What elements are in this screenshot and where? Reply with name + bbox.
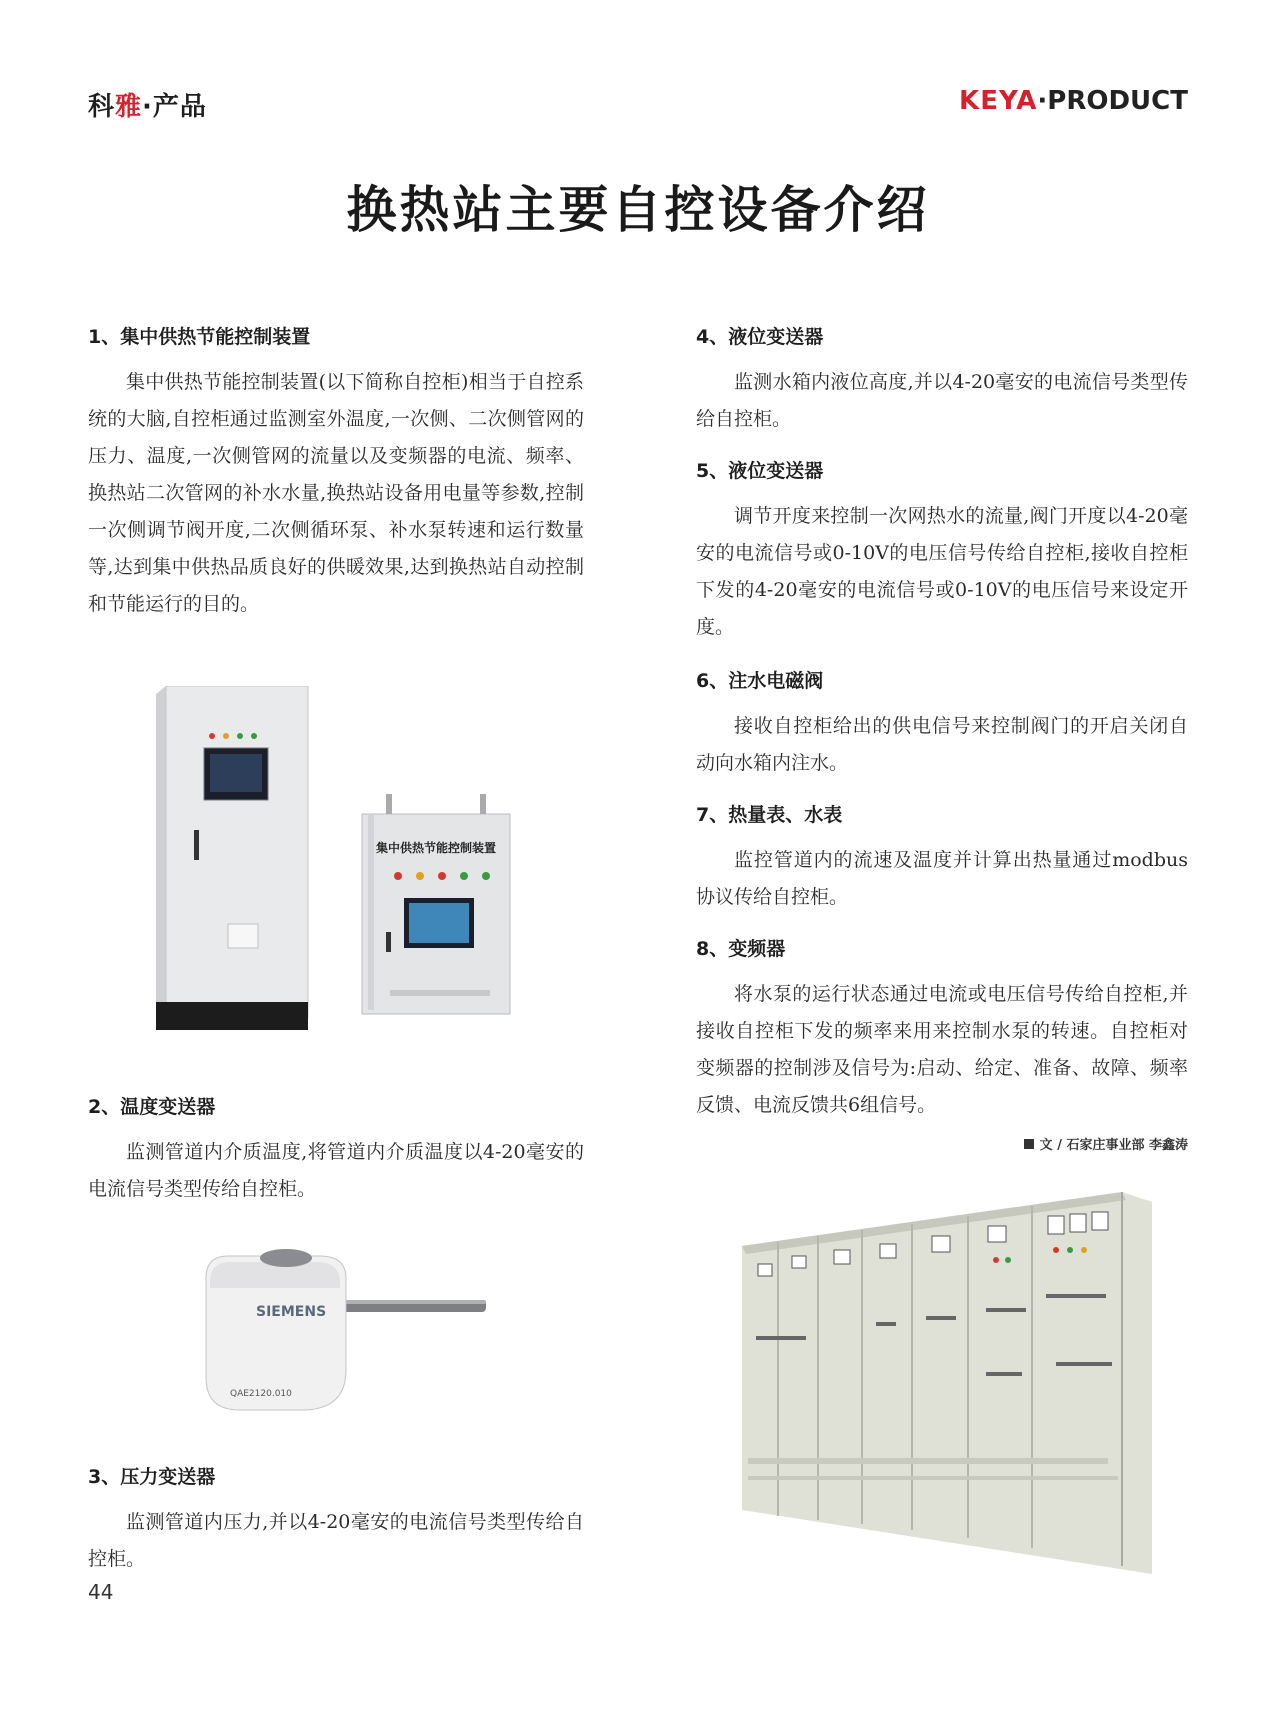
header-section-en: ·PRODUCT bbox=[1037, 86, 1188, 116]
section-5-heading: 5、液位变送器 bbox=[696, 460, 824, 482]
sensor-brand-label: SIEMENS bbox=[256, 1304, 327, 1320]
switchgear-cabinet-image bbox=[736, 1186, 1156, 1574]
section-2-body: 监测管道内介质温度,将管道内介质温度以4-20毫安的电流信号类型传给自控柜。 bbox=[88, 1141, 584, 1200]
section-8-body: 将水泵的运行状态通过电流或电压信号传给自控柜,并接收自控柜下发的频率来用来控制水泵的转速。自控柜对变频器的控制涉及信号为:启动、给定、准备、故障、频率反馈、电流反馈共6组信号。 bbox=[696, 983, 1188, 1116]
page-number: 44 bbox=[88, 1580, 114, 1604]
header-brand-en bbox=[959, 86, 1188, 116]
section-3-body: 监测管道内压力,并以4-20毫安的电流信号类型传给自控柜。 bbox=[88, 1511, 584, 1570]
section-4-heading: 4、液位变送器 bbox=[696, 326, 824, 348]
temperature-sensor-image bbox=[196, 1248, 486, 1418]
section-5-body: 调节开度来控制一次网热水的流量,阀门开度以4-20毫安的电流信号或0-10V的电压信号传给自控柜,接收自控柜下发的4-20毫安的电流信号或0-10V的电压信号来设定开度。 bbox=[696, 505, 1188, 638]
header-brand-keya: KEYA bbox=[959, 86, 1038, 116]
section-1-heading: 1、集中供热节能控制装置 bbox=[88, 326, 311, 348]
section-4-body: 监测水箱内液位高度,并以4-20毫安的电流信号类型传给自控柜。 bbox=[696, 371, 1188, 430]
header-brand-cn bbox=[88, 86, 207, 123]
section-7-body: 监控管道内的流速及温度并计算出热量通过modbus协议传给自控柜。 bbox=[696, 849, 1188, 908]
section-6-heading: 6、注水电磁阀 bbox=[696, 670, 824, 692]
control-cabinet-image bbox=[150, 686, 530, 1032]
section-8-heading: 8、变频器 bbox=[696, 938, 786, 960]
sensor-model-label: QAE2120.010 bbox=[230, 1389, 292, 1399]
section-7-heading: 7、热量表、水表 bbox=[696, 804, 843, 826]
square-bullet-icon bbox=[1024, 1139, 1034, 1149]
section-1-body: 集中供热节能控制装置(以下简称自控柜)相当于自控系统的大脑,自控柜通过监测室外温度,一次侧、二次侧管网的压力、温度,一次侧管网的流量以及变频器的电流、频率、换热站二次管网的补水水量,换热站设备用电量等参数,控制一次侧调节阀开度,二次侧循环泵、补水泵转速和运行数量等,达到集中供热品质良好的供暖效果,达到换热站自动控制和节能运行的目的。 bbox=[88, 371, 584, 615]
byline bbox=[1024, 1134, 1188, 1153]
page-title: 换热站主要自控设备介绍 bbox=[346, 180, 930, 239]
header-brand-char-1: 科 bbox=[88, 92, 116, 122]
section-6-body: 接收自控柜给出的供电信号来控制阀门的开启关闭自动向水箱内注水。 bbox=[696, 715, 1188, 774]
byline-text: 文 / 石家庄事业部 李鑫涛 bbox=[1039, 1138, 1188, 1153]
header-brand-char-2: 雅 bbox=[115, 92, 143, 122]
panel-label: 集中供热节能控制装置 bbox=[375, 841, 497, 855]
header-section-cn: ·产品 bbox=[142, 92, 207, 122]
section-2-heading: 2、温度变送器 bbox=[88, 1096, 216, 1118]
section-3-heading: 3、压力变送器 bbox=[88, 1466, 216, 1488]
